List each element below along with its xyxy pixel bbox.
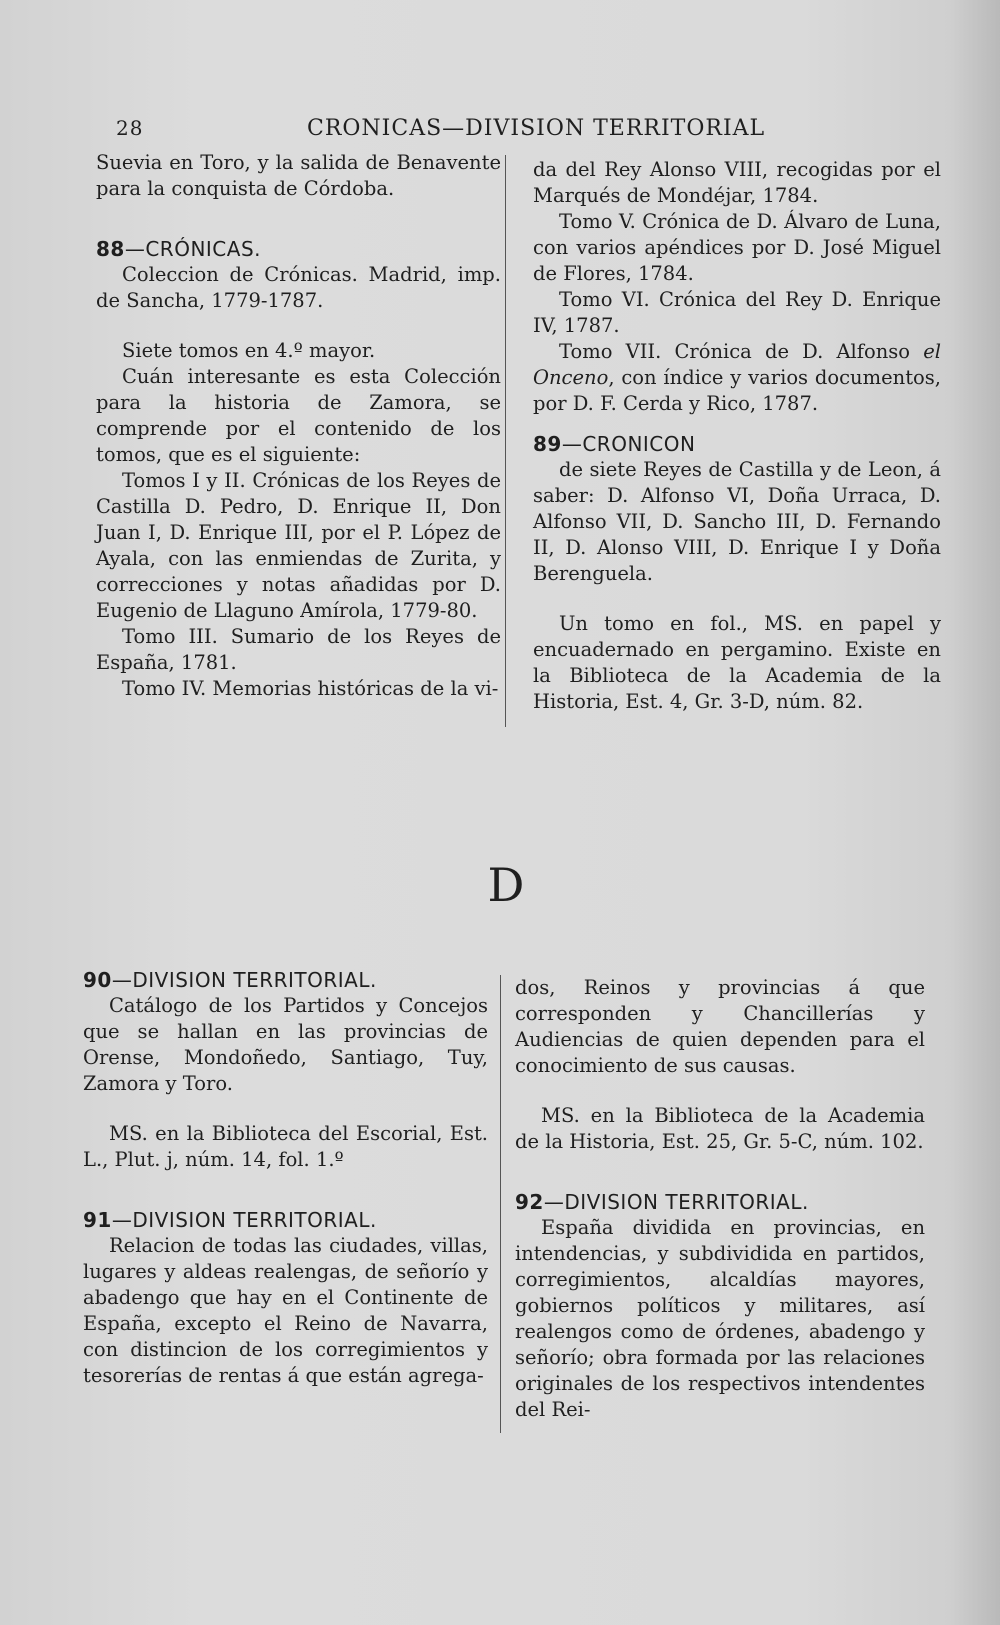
continued-text: da del Rey Alonso VIII, recogidas por el Marqués de Mondéjar, 1784. [533,158,941,207]
entry-88-tomo-3: Tomo III. Sumario de los Reyes de España, 1781. [96,625,501,674]
top-right-column [533,157,941,715]
entry-92-description: España dividida en provincias, en intendencias, y subdividida en partidos, corregimientos, alcaldías mayores, gobiernos políticos y militares, así realengos como de órdenes, abadengo y señorío; obra formada por las relaciones originales de los respectivos intendentes del Rei- [515,1216,925,1421]
entry-88-tomo-5: Tomo V. Crónica de D. Álvaro de Luna, con varios apéndices por D. José Miguel de Flores, 1784. [533,210,941,285]
entry-88-tomo-4: Tomo IV. Memorias históricas de la vi- [122,677,499,700]
entry-title: —DIVISION TERRITORIAL. [111,1208,377,1232]
entry-90-note: MS. en la Biblioteca del Escorial, Est. L., Plut. j, núm. 14, fol. 1.º [83,1122,488,1171]
entry-title: —DIVISION TERRITORIAL. [543,1190,809,1214]
entry-title: —CRÓNICAS. [124,237,262,261]
page-header [0,116,1000,146]
entry-number: 89 [533,432,562,456]
entry-88-description: Coleccion de Crónicas. Madrid, imp. de Sancha, 1779-1787. [96,263,501,312]
bottom-left-column [83,967,488,1389]
page-number: 28 [116,116,144,140]
entry-title: —CRONICON [561,432,696,456]
entry-91-heading [83,1207,488,1233]
entry-number: 91 [83,1208,112,1232]
tomo-7-text-end: , con índice y varios documentos, por D. F. Cerda y Rico, 1787. [533,366,941,415]
section-letter: D [487,858,525,912]
entry-90-heading [83,967,488,993]
continued-text: dos, Reinos y provincias á que corresponden y Chancillerías y Audiencias de quien dependen para el conocimiento de sus causas. [515,976,925,1077]
entry-91-description: Relacion de todas las ciudades, villas, lugares y aldeas realengas, de señorío y abadengo que hay en el Continente de España, excepto el Reino de Navarra, con distincion de los corregimientos y tesorerías de rentas á que están agrega- [83,1234,488,1387]
entry-90-description: Catálogo de los Partidos y Concejos que se hallan en las provincias de Orense, Mondoñedo, Santiago, Tuy, Zamora y Toro. [83,994,488,1095]
entry-88-contents-intro: Cuán interesante es esta Colección para la historia de Zamora, se comprende por el contenido de los tomos, que es el siguiente: [96,365,501,466]
entry-number: 88 [96,237,125,261]
running-title: CRONICAS—DIVISION TERRITORIAL [307,116,766,141]
entry-92-heading [515,1189,925,1215]
entry-number: 90 [83,968,112,992]
entry-number: 92 [515,1190,544,1214]
entry-88-tomos-1-2: Tomos I y II. Crónicas de los Reyes de Castilla D. Pedro, D. Enrique II, Don Juan I, D. Enrique III, por el P. López de Ayala, con las enmiendas de Zurita, y correcciones y notas añadidas por D. Eugenio de Llaguno Amírola, 1779-80. [96,469,501,622]
entry-88-tomo-6: Tomo VI. Crónica del Rey D. Enrique IV, 1787. [533,288,941,337]
tomo-7-italic: el Onceno [533,340,941,389]
top-left-column [96,150,501,702]
continued-text: Suevia en Toro, y la salida de Benavente para la conquista de Córdoba. [96,151,501,200]
entry-88-heading [96,236,501,262]
tomo-7-text: Tomo VII. Crónica de D. Alfonso [559,340,924,363]
entry-89-note: Un tomo en fol., MS. en papel y encuadernado en pergamino. Existe en la Biblioteca de la Academia de la Historia, Est. 4, Gr. 3-D, núm. 82. [533,612,941,713]
entry-91-note: MS. en la Biblioteca de la Academia de la Historia, Est. 25, Gr. 5-C, núm. 102. [515,1104,925,1153]
entry-title: —DIVISION TERRITORIAL. [111,968,377,992]
bottom-right-column [515,975,925,1423]
column-divider-bottom [500,975,501,1433]
entry-89-description: de siete Reyes de Castilla y de Leon, á saber: D. Alfonso VI, Doña Urraca, D. Alfonso VII, D. Sancho III, D. Fernando II, D. Alonso VIII, D. Enrique I y Doña Berenguela. [533,458,941,585]
entry-88-tomo-7 [533,339,941,417]
entry-89-heading [533,431,941,457]
column-divider-top [505,155,506,727]
entry-88-format-note: Siete tomos en 4.º mayor. [122,339,376,362]
